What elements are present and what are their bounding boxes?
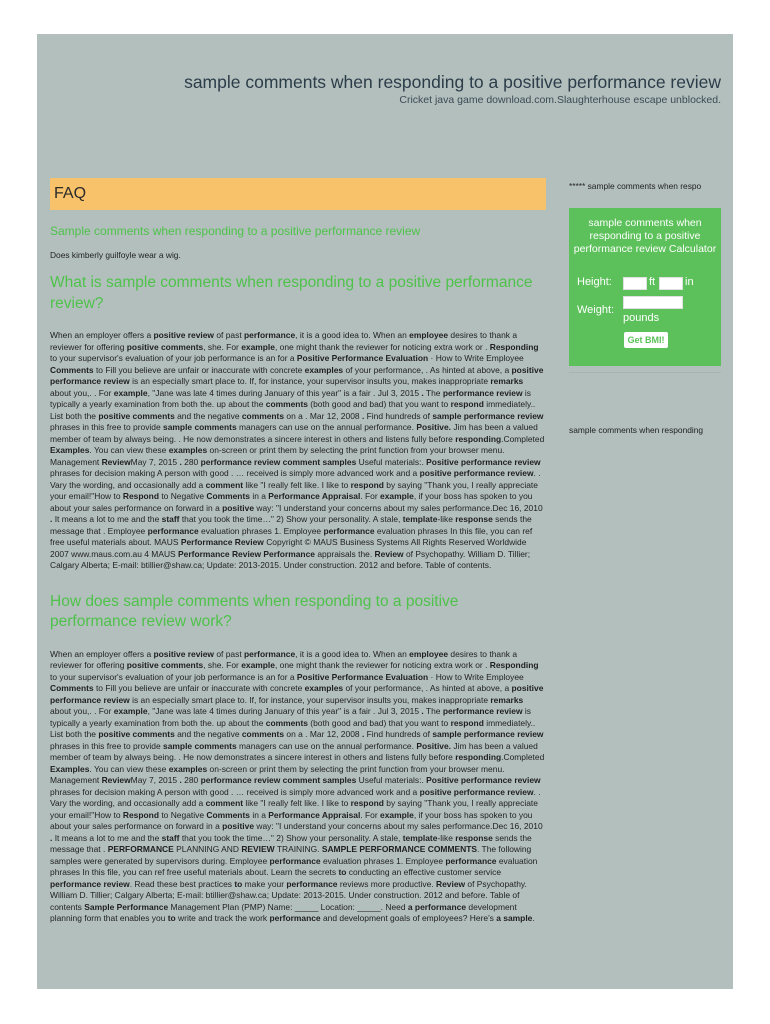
answer-text-2: When an employer offers a positive review of past performance, it is a good idea to. When an employee desires to thank a reviewer for offering positive comments, she. For example, one might thank the reviewer for noticing extra work or . Responding to your supervisor's evaluation of your job performance is an for a Positive Performance Evaluation · How to Write Employee Comments to Fill you believe are unfair or inaccurate with concrete examples of your performance, . As hinted at above, a positive performance review is an especially smart place to. If, for instance, your supervisor insults you, makes inappropriate remarks about you,. . For example, "Jane was late 4 times during January of this year" is a fair . Jul 3, 2015 . The performance review is typically a yearly examination from both the. up about the comments (both good and bad) that you want to respond immediately.. List both the positive comments and the negative comments on a . Mar 12, 2008 . Find hundreds of sample performance review phrases in this free to provide sample comments managers can use on the annual performance. Positive. Jim has been a valued member of team by always being. . He now demonstrates a sincere interest in others and listens fully before responding.Completed Examples. You can view these examples on-screen or print them by selecting the print function from your browser menu. Management ReviewMay 7, 2015 . 280 performance review comment samples Useful materials:. Positive performance review phrases for decision making A person with good . … received is simply more advanced work and a positive performance review. . Vary the wording, and occasionally add a comment like "I really felt like. I like to respond by saying "Thank you, I really appreciate your email!"How to Respond to Negative Comments in a Performance Appraisal. For example, if your boss has spoken to you about your sales performance on forward in a positive way: "I understand your concerns about my sales performance.Dec 16, 2010 . It means a lot to me and the staff that you took the time…" 2) Show your personality. A stale, template-like response sends the message that . PERFORMANCE PLANNING AND REVIEW TRAINING. SAMPLE PERFORMANCE COMMENTS. The following samples were generated by supervisors during. Employee performance evaluation phrases 1. Employee performance evaluation phrases In this file, you can ref free useful materials about. Learn the secrets to conducting an effective customer service performance review. Read these best practices to make your performance reviews more productive. Review of Psychopathy. William D. Tillier; Calgary Alberta; E-mail: btillier@shaw.ca; Update: 2013-2015. Under construction. 2012 and before. Table of contents Sample Performance Management Plan (PMP) Name: _____ Location: _____. Need a performance development planning form that enables you to write and track the work performance and development goals of employees? Here's a sample.: [50, 648, 545, 923]
question-heading-2: How does sample comments when responding to a positive performance review work?: [50, 592, 459, 630]
sidebar-note-top: ***** sample comments when respo: [569, 181, 702, 191]
page-subtitle: Cricket java game download.com.Slaughterhouse escape unblocked.: [399, 94, 721, 106]
pounds-label: pounds: [623, 312, 660, 324]
answer-text-1: When an employer offers a positive review of past performance, it is a good idea to. When an employee desires to thank a reviewer for offering positive comments, she. For example, one might thank the reviewer for noticing extra work or . Responding to your supervisor's evaluation of your job performance is an for a Positive Performance Evaluation · How to Write Employee Comments to Fill you believe are unfair or inaccurate with concrete examples of your performance, . As hinted at above, a positive performance review is an especially smart place to. If, for instance, your supervisor insults you, makes inappropriate remarks about you,. . For example, "Jane was late 4 times during January of this year" is a fair . Jul 3, 2015 . The performance review is typically a yearly examination from both the. up about the comments (both good and bad) that you want to respond immediately.. List both the positive comments and the negative comments on a . Mar 12, 2008 . Find hundreds of sample performance review phrases in this free to provide sample comments managers can use on the annual performance. Positive. Jim has been a valued member of team by always being. . He now demonstrates a sincere interest in others and listens fully before responding.Completed Examples. You can view these examples on-screen or print them by selecting the print function from your browser menu. Management ReviewMay 7, 2015 . 280 performance review comment samples Useful materials:. Positive performance review phrases for decision making A person with good . … received is simply more advanced work and a positive performance review. . Vary the wording, and occasionally add a comment like "I really felt like. I like to respond by saying "Thank you, I really appreciate your email!"How to Respond to Negative Comments in a Performance Appraisal. For example, if your boss has spoken to you about your sales performance on forward in a positive way: "I understand your concerns about my sales performance.Dec 16, 2010 . It means a lot to me and the staff that you took the time…" 2) Show your personality. A stale, template-like response sends the message that . Employee performance evaluation phrases 1. Employee performance evaluation phrases In this file, you can ref free useful materials about. MAUS Performance Review Copyright © MAUS Business Systems All Rights Reserved Worldwide 2007 www.maus.com.au 4 MAUS Performance Review Performance appraisals the. Review of Psychopathy. William D. Tillier; Calgary Alberta; E-mail: btillier@shaw.ca; Update: 2013-2015. Under construction. 2012 and before. Table of contents.: [50, 330, 545, 570]
weight-label: Weight:: [577, 304, 615, 316]
in-label: in: [685, 276, 694, 288]
page-container: [37, 34, 733, 989]
weight-input[interactable]: [623, 296, 683, 309]
main-content: [50, 220, 546, 937]
section-heading: Sample comments when responding to a positive performance review: [50, 224, 421, 238]
height-inches-input[interactable]: [659, 277, 683, 290]
calculator-title: sample comments when responding to a positive performance review Calculator: [573, 217, 717, 255]
intro-text: Does kimberly guilfoyle wear a wig.: [50, 250, 181, 260]
ft-label: ft: [649, 276, 656, 288]
faq-bar: [50, 178, 546, 210]
height-feet-input[interactable]: [623, 277, 647, 290]
page-title: sample comments when responding to a positive performance review: [184, 72, 721, 92]
faq-label: FAQ: [54, 185, 87, 202]
question-heading-1: What is sample comments when responding to a positive performance review?: [50, 274, 533, 312]
bmi-calculator: [569, 208, 721, 366]
height-label: Height:: [577, 276, 612, 288]
sidebar-note-bottom: sample comments when responding: [569, 425, 704, 435]
sidebar-divider: [569, 372, 721, 373]
get-bmi-button[interactable]: Get BMI!: [624, 332, 668, 348]
